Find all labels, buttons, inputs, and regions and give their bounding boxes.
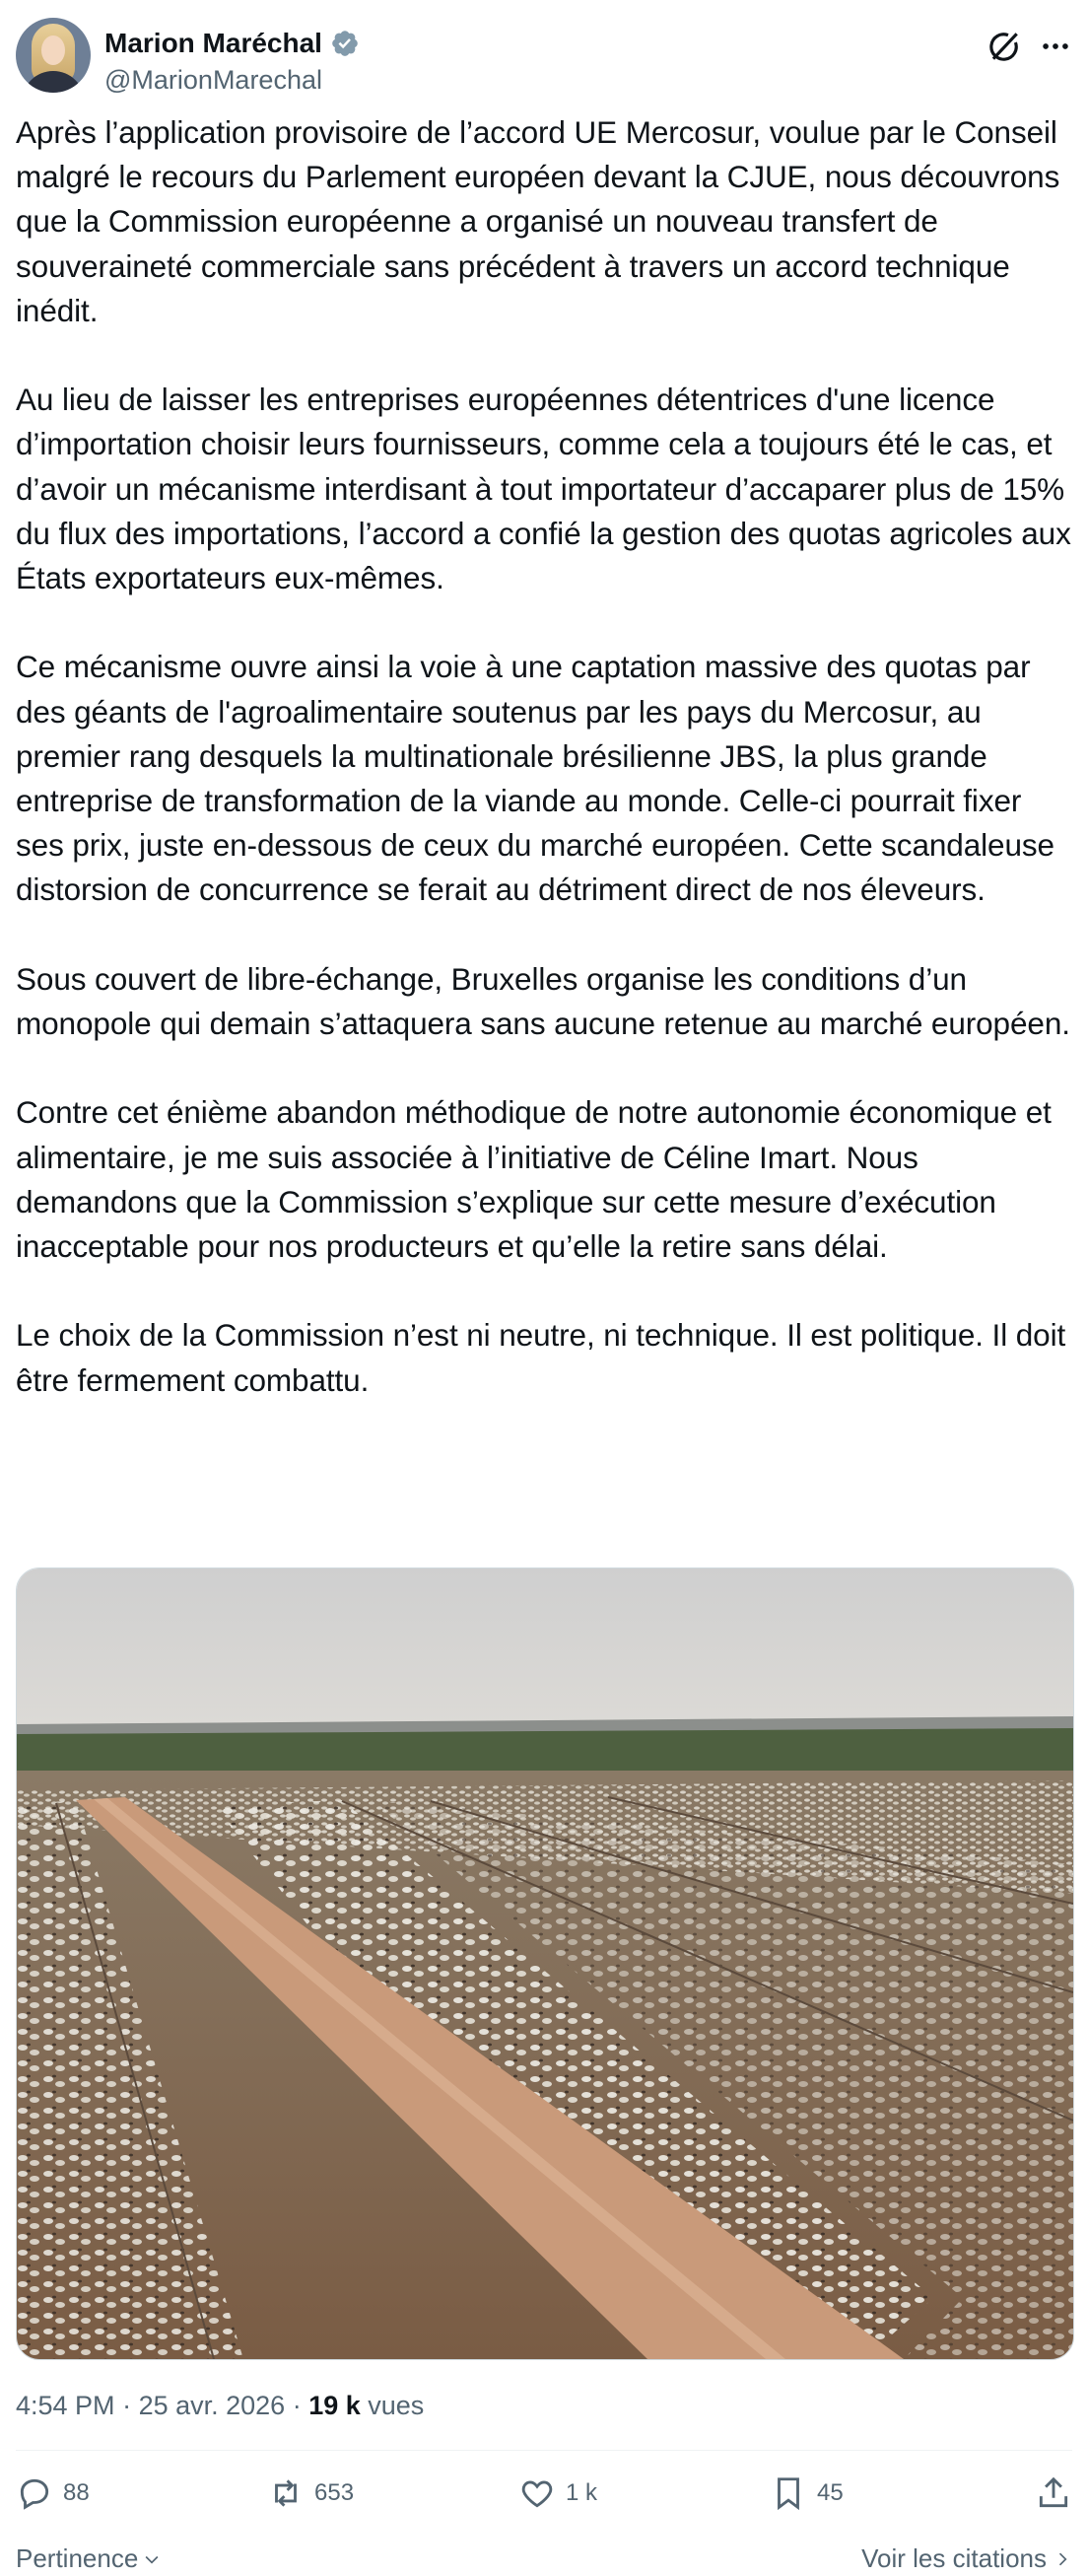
grok-icon[interactable] [986,28,1023,65]
view-quotes-link[interactable] [861,2543,1072,2574]
quotes-label: Voir les citations [861,2543,1047,2573]
chevron-right-icon [1053,2549,1072,2569]
author-name[interactable]: Marion Maréchal [104,28,322,58]
views-label: vues [368,2391,425,2420]
action-bar [16,2474,1072,2534]
like-button[interactable] [518,2474,597,2512]
tweet-photo[interactable] [16,1567,1074,2360]
sort-dropdown[interactable] [16,2543,162,2574]
tweet-paragraph: Contre cet énième abandon méthodique de notre autonomie économique et alimentaire, je me suis associée à l’initiative de Céline Imart. Nous demandons que la Commission s’explique sur cette mesure d’exécution inacceptable pour nos producteurs et qu’elle la retire sans délai. [16,1094,1052,1265]
views-count: 19 k [308,2391,361,2420]
tweet-time[interactable]: 4:54 PM [16,2391,115,2420]
like-count: 1 k [566,2479,598,2506]
reply-icon [16,2474,53,2512]
tweet-text [16,110,1072,1447]
reply-count: 88 [63,2479,90,2506]
author-handle[interactable]: @MarionMarechal [104,65,322,95]
tweet-meta [16,2391,424,2421]
meta-separator: · [285,2391,309,2420]
author-name-row[interactable] [104,28,360,59]
tweet-paragraph: Ce mécanisme ouvre ainsi la voie à une captation massive des quotas par des géants de l'agroalimentaire soutenus par les pays du Mercosur, au premier rang desquels la multinationale brésilienne JBS, la plus grande entreprise de transformation de la viande au monde. Celle-ci pourrait fixer ses prix, juste en-dessous de ceux du marché européen. Cette scandaleuse distorsion de concurrence se ferait au détriment direct de nos éleveurs. [16,649,1054,908]
divider [16,2450,1072,2451]
repost-icon [267,2474,305,2512]
author-avatar[interactable] [16,18,91,93]
chevron-down-icon [142,2549,162,2569]
like-icon [518,2474,556,2512]
tweet-header [16,14,1072,93]
tweet-paragraph: Au lieu de laisser les entreprises européennes détentrices d'une licence d’importation choisir leurs fournisseurs, comme cela a toujours été le cas, et d’avoir un mécanisme interdisant à tout importateur d’accaparer plus de 15% du flux des importations, l’accord a confié la gestion des quotas agricoles aux États exportateurs eux-mêmes. [16,382,1071,596]
more-options-icon[interactable] [1039,28,1072,65]
verified-badge-icon [330,29,360,58]
bookmark-count: 45 [817,2479,844,2506]
share-button[interactable] [1035,2474,1072,2512]
repost-button[interactable] [267,2474,354,2512]
bookmark-button[interactable] [770,2474,844,2512]
tweet-paragraph: Sous couvert de libre-échange, Bruxelles organise les conditions d’un monopole qui demain s’attaquera sans aucune retenue au marché européen. [16,960,1070,1042]
repost-count: 653 [314,2479,355,2506]
meta-separator: · [114,2391,139,2420]
sort-label: Pertinence [16,2543,139,2573]
reply-button[interactable] [16,2474,90,2512]
tweet-paragraph: Le choix de la Commission n’est ni neutre, ni technique. Il est politique. Il doit être fermement combattu. [16,1317,1066,1398]
bookmark-icon [770,2474,807,2512]
share-icon [1035,2474,1072,2512]
tweet-paragraph: Après l’application provisoire de l’accord UE Mercosur, voulue par le Conseil malgré le recours du Parlement européen devant la CJUE, nous découvrons que la Commission européenne a organisé un nouveau transfert de souveraineté commerciale sans précédent à travers un accord technique inédit. [16,114,1060,328]
tweet-date[interactable]: 25 avr. 2026 [138,2391,286,2420]
